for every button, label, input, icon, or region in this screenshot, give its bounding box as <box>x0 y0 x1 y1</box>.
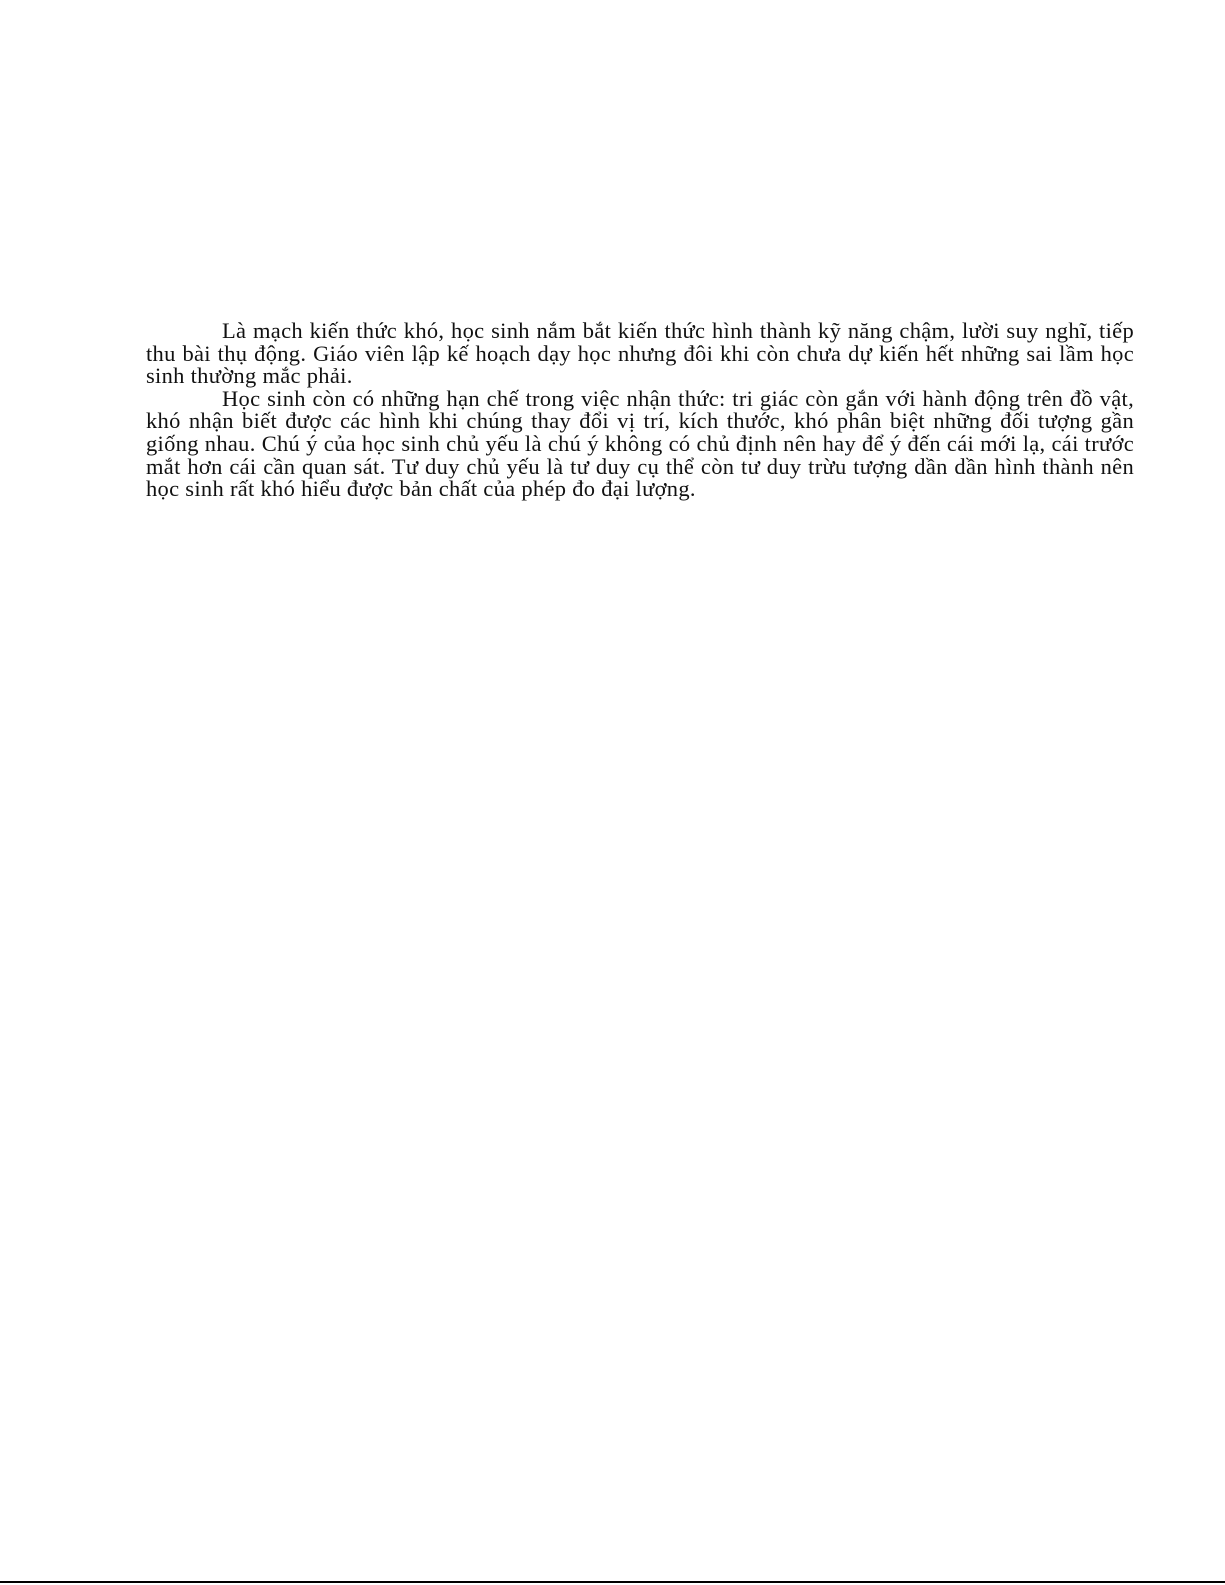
paragraph: Học sinh còn có những hạn chế trong việc nhận thức: tri giác còn gắn với hành động trên đồ vật, khó nhận biết được các hình khi chúng thay đổi vị trí, kích thước, khó phân biệt những đối tượng gần giống nhau. Chú ý của học sinh chủ yếu là chú ý không có chủ định nên hay để ý đến cái mới lạ, cái trước mắt hơn cái cần quan sát. Tư duy chủ yếu là tư duy cụ thể còn tư duy trừu tượng dần dần hình thành nên học sinh rất khó hiểu được bản chất của phép đo đại lượng. <box>146 385 1134 502</box>
paragraph: Là mạch kiến thức khó, học sinh nắm bắt kiến thức hình thành kỹ năng chậm, lười suy nghĩ, tiếp thu bài thụ động. Giáo viên lập kế hoạch dạy học nhưng đôi khi còn chưa dự kiến hết những sai lầm học sinh thường mắc phải. <box>146 318 1134 389</box>
page-bottom-rule <box>0 1581 1225 1583</box>
body-text <box>146 320 1134 501</box>
